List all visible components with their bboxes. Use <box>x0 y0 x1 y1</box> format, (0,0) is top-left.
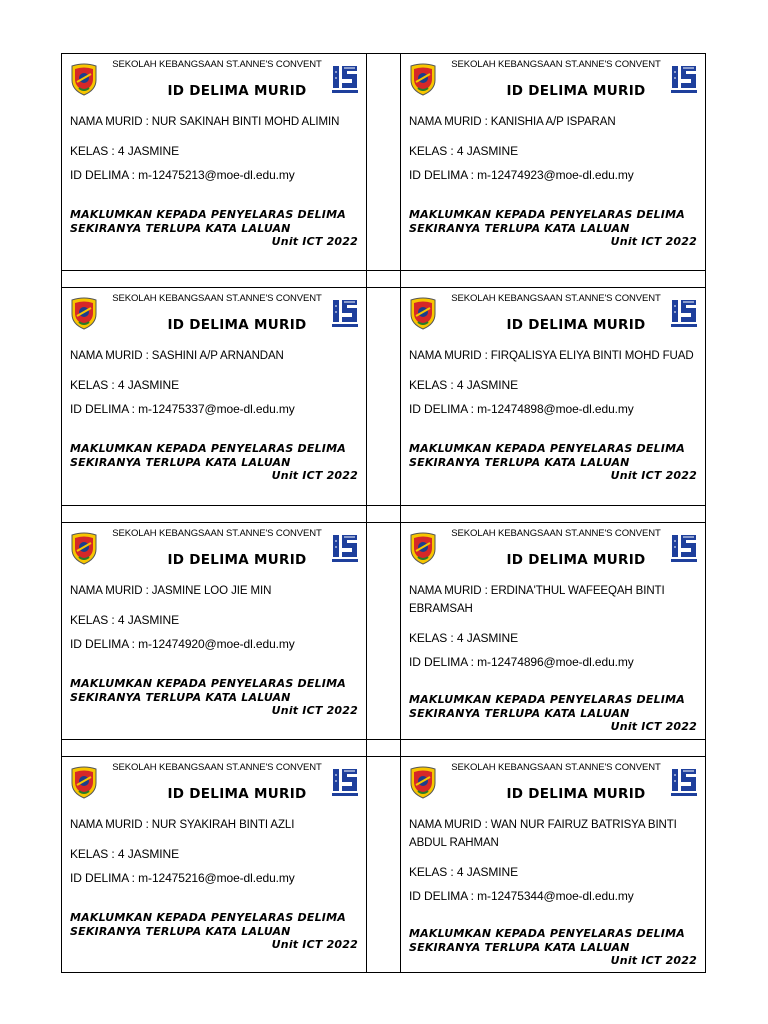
notice-line: SEKIRANYA TERLUPA KATA LALUAN <box>70 691 291 704</box>
card-title: ID DELIMA MURID <box>506 317 646 333</box>
class-line: KELAS : 4 JASMINE <box>409 865 519 879</box>
ict-unit-logo-icon <box>331 62 359 96</box>
delima-id-line: ID DELIMA : m-12475337@moe-dl.edu.my <box>70 402 295 416</box>
school-crest-icon <box>408 531 438 565</box>
student-name: NAMA MURID : WAN NUR FAIRUZ BATRISYA BINTI ABDUL RAHMAN <box>409 819 677 849</box>
student-name: NAMA MURID : SASHINI A/P ARNANDAN <box>70 350 284 362</box>
unit-label: Unit ICT 2022 <box>271 938 358 951</box>
notice-line: MAKLUMKAN KEPADA PENYELARAS DELIMA <box>409 208 685 221</box>
id-card <box>62 288 366 505</box>
ict-unit-logo-icon <box>670 765 698 799</box>
school-crest-icon <box>69 765 99 799</box>
ict-unit-logo-icon <box>670 62 698 96</box>
school-name: SEKOLAH KEBANGSAAN ST.ANNE'S CONVENT <box>451 762 661 773</box>
student-name: NAMA MURID : NUR SYAKIRAH BINTI AZLI <box>70 819 295 831</box>
notice-line: MAKLUMKAN KEPADA PENYELARAS DELIMA <box>409 693 685 706</box>
notice-line: SEKIRANYA TERLUPA KATA LALUAN <box>409 456 630 469</box>
notice-line: SEKIRANYA TERLUPA KATA LALUAN <box>70 925 291 938</box>
id-card <box>62 757 366 974</box>
school-crest-icon <box>69 531 99 565</box>
delima-id-line: ID DELIMA : m-12474920@moe-dl.edu.my <box>70 637 295 651</box>
ict-unit-logo-icon <box>331 296 359 330</box>
class-line: KELAS : 4 JASMINE <box>70 613 180 627</box>
notice-line: MAKLUMKAN KEPADA PENYELARAS DELIMA <box>70 208 346 221</box>
unit-label: Unit ICT 2022 <box>271 469 358 482</box>
school-crest-icon <box>69 296 99 330</box>
table-border-right <box>705 53 706 973</box>
id-card <box>401 757 705 974</box>
password-notice <box>409 442 701 470</box>
id-card <box>401 523 705 740</box>
class-line: KELAS : 4 JASMINE <box>409 144 519 158</box>
school-crest-icon <box>408 765 438 799</box>
notice-line: SEKIRANYA TERLUPA KATA LALUAN <box>409 222 630 235</box>
school-name: SEKOLAH KEBANGSAAN ST.ANNE'S CONVENT <box>451 293 661 304</box>
student-name: NAMA MURID : ERDINA'THUL WAFEEQAH BINTI EBRAMSAH <box>409 585 665 615</box>
student-name: NAMA MURID : NUR SAKINAH BINTI MOHD ALIMIN <box>70 116 340 128</box>
delima-id-line: ID DELIMA : m-12474896@moe-dl.edu.my <box>409 655 634 669</box>
student-name: NAMA MURID : FIRQALISYA ELIYA BINTI MOHD FUAD <box>409 350 694 362</box>
card-title: ID DELIMA MURID <box>506 786 646 802</box>
school-name: SEKOLAH KEBANGSAAN ST.ANNE'S CONVENT <box>112 528 322 539</box>
row-divider <box>61 505 706 506</box>
student-name: NAMA MURID : JASMINE LOO JIE MIN <box>70 585 272 597</box>
class-line: KELAS : 4 JASMINE <box>409 631 519 645</box>
card-title: ID DELIMA MURID <box>167 552 307 568</box>
id-card <box>62 523 366 740</box>
card-title: ID DELIMA MURID <box>506 83 646 99</box>
password-notice <box>70 911 362 939</box>
notice-line: MAKLUMKAN KEPADA PENYELARAS DELIMA <box>70 677 346 690</box>
notice-line: MAKLUMKAN KEPADA PENYELARAS DELIMA <box>409 442 685 455</box>
password-notice <box>70 442 362 470</box>
unit-label: Unit ICT 2022 <box>610 235 697 248</box>
class-line: KELAS : 4 JASMINE <box>70 144 180 158</box>
delima-id-line: ID DELIMA : m-12475216@moe-dl.edu.my <box>70 871 295 885</box>
school-name: SEKOLAH KEBANGSAAN ST.ANNE'S CONVENT <box>451 59 661 70</box>
notice-line: SEKIRANYA TERLUPA KATA LALUAN <box>70 456 291 469</box>
id-card <box>401 54 705 271</box>
password-notice <box>70 677 362 705</box>
card-title: ID DELIMA MURID <box>167 786 307 802</box>
password-notice <box>409 927 701 955</box>
student-name: NAMA MURID : KANISHIA A/P ISPARAN <box>409 116 616 128</box>
school-crest-icon <box>408 62 438 96</box>
delima-id-line: ID DELIMA : m-12475213@moe-dl.edu.my <box>70 168 295 182</box>
password-notice <box>70 208 362 236</box>
notice-line: MAKLUMKAN KEPADA PENYELARAS DELIMA <box>409 927 685 940</box>
unit-label: Unit ICT 2022 <box>271 235 358 248</box>
class-line: KELAS : 4 JASMINE <box>409 378 519 392</box>
ict-unit-logo-icon <box>331 765 359 799</box>
unit-label: Unit ICT 2022 <box>271 704 358 717</box>
card-title: ID DELIMA MURID <box>506 552 646 568</box>
id-card <box>401 288 705 505</box>
notice-line: SEKIRANYA TERLUPA KATA LALUAN <box>409 941 630 954</box>
unit-label: Unit ICT 2022 <box>610 720 697 733</box>
table-border-spacer-left <box>366 53 367 973</box>
school-name: SEKOLAH KEBANGSAAN ST.ANNE'S CONVENT <box>112 59 322 70</box>
school-name: SEKOLAH KEBANGSAAN ST.ANNE'S CONVENT <box>112 293 322 304</box>
password-notice <box>409 693 701 721</box>
password-notice <box>409 208 701 236</box>
ict-unit-logo-icon <box>670 531 698 565</box>
notice-line: SEKIRANYA TERLUPA KATA LALUAN <box>70 222 291 235</box>
notice-line: MAKLUMKAN KEPADA PENYELARAS DELIMA <box>70 911 346 924</box>
ict-unit-logo-icon <box>331 531 359 565</box>
school-name: SEKOLAH KEBANGSAAN ST.ANNE'S CONVENT <box>451 528 661 539</box>
id-card-sheet <box>61 53 706 973</box>
unit-label: Unit ICT 2022 <box>610 469 697 482</box>
notice-line: SEKIRANYA TERLUPA KATA LALUAN <box>409 707 630 720</box>
delima-id-line: ID DELIMA : m-12475344@moe-dl.edu.my <box>409 889 634 903</box>
card-title: ID DELIMA MURID <box>167 83 307 99</box>
card-title: ID DELIMA MURID <box>167 317 307 333</box>
notice-line: MAKLUMKAN KEPADA PENYELARAS DELIMA <box>70 442 346 455</box>
id-card <box>62 54 366 271</box>
school-crest-icon <box>408 296 438 330</box>
school-name: SEKOLAH KEBANGSAAN ST.ANNE'S CONVENT <box>112 762 322 773</box>
school-crest-icon <box>69 62 99 96</box>
delima-id-line: ID DELIMA : m-12474923@moe-dl.edu.my <box>409 168 634 182</box>
delima-id-line: ID DELIMA : m-12474898@moe-dl.edu.my <box>409 402 634 416</box>
unit-label: Unit ICT 2022 <box>610 954 697 967</box>
ict-unit-logo-icon <box>670 296 698 330</box>
class-line: KELAS : 4 JASMINE <box>70 847 180 861</box>
class-line: KELAS : 4 JASMINE <box>70 378 180 392</box>
